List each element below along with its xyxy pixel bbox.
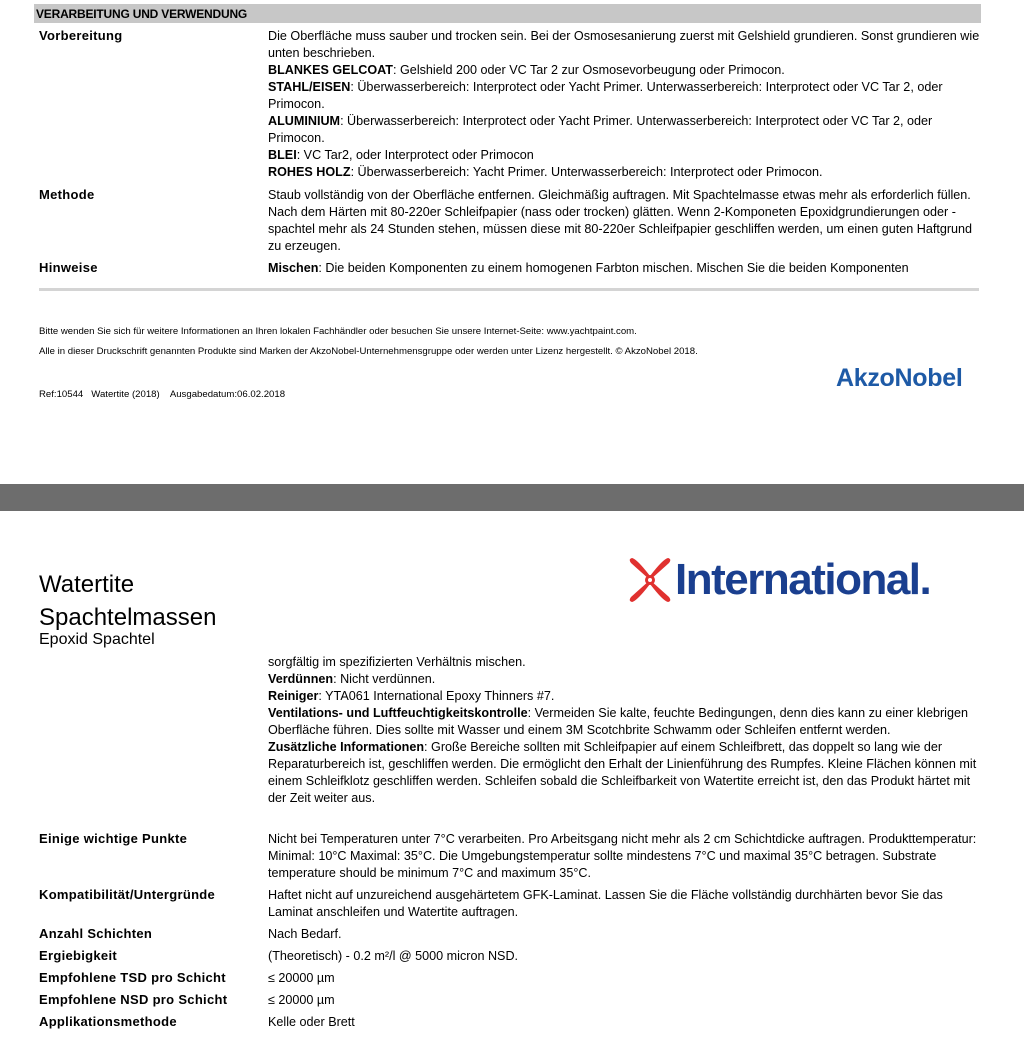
text-methode: Staub vollständig von der Oberfläche entfernen. Gleichmäßig auftragen. Mit Spachtelmasse etwas mehr als erforderlich füllen. Nach dem Härten mit 80-220er Schleifpapier (nass oder trocken) glätten. Wenn 2-Komponeten Epoxidgrundierungen oder -spachtel mehr als 24 Stunden stehen, müssen diese mit 80-220er Schleifpapier geschliffen werden, um einen guten Haftgrund zu erzeugen. <box>268 188 973 253</box>
text-applikationsmethode: Kelle oder Brett <box>268 1015 355 1029</box>
label-vorbereitung: Vorbereitung <box>39 28 123 43</box>
label-hinweise: Hinweise <box>39 260 98 275</box>
text-hinweise: Mischen: Die beiden Komponenten zu einem homogenen Farbton mischen. Mischen Sie die beiden Komponenten <box>268 261 909 275</box>
vorbereitung-aluminium: ALUMINIUM: Überwasserbereich: Interprotect oder Yacht Primer. Unterwasserbereich: Interprotect oder VC Tar 2, oder Primocon. <box>268 114 933 145</box>
vorbereitung-intro: Die Oberfläche muss sauber und trocken sein. Bei der Osmosesanierung zuerst mit Gelshield grundieren. Sonst grundieren wie unten beschrieben. <box>268 29 980 60</box>
label-ergiebigkeit: Ergiebigkeit <box>39 948 118 963</box>
international-logo <box>627 555 930 605</box>
product-title: Watertite <box>39 571 135 598</box>
text-vorbereitung <box>268 28 980 181</box>
label-nsd: Empfohlene NSD pro Schicht <box>39 992 228 1007</box>
text-schichten: Nach Bedarf. <box>268 927 342 941</box>
footer-trademark: Alle in dieser Druckschrift genannten Produkte sind Marken der AkzoNobel-Unternehmensgruppe oder werden unter Lizenz hergestellt. © AkzoNobel 2018. <box>39 346 698 357</box>
text-hinweise-continued: sorgfältig im spezifizierten Verhältnis mischen. Verdünnen: Nicht verdünnen. Reiniger: YTA061 International Epoxy Thinners #7. Ventilations- und Luftfeuchtigkeitskontrolle: Vermeiden Sie kalte, feuchte Bedingungen, denn dies kann zu einer klebrigen Oberfläche führen. Dies sollte mit Wasser und einem 3M Scotchbrite Schwamm oder Schleifen entfernt werden. Zusätzliche Informationen: Große Bereiche sollten mit Schleifpapier auf einem Schleifbrett, das doppelt so lang wie der Reparaturbereich ist, geschliffen werden. Die ermöglicht den Erhalt der Linienführung des Rumpfes. Kleine Flächen können mit einem Schleifklotz geschliffen werden. Schleifen sobald die Schleifbarkeit von Watertite erreicht ist, den das Produkt härtet mit der Zeit weiter aus. <box>268 655 977 805</box>
footer-ref: Ref:10544 Watertite (2018) Ausgabedatum:06.02.2018 <box>39 389 286 400</box>
section-title: VERARBEITUNG UND VERWENDUNG <box>36 7 248 21</box>
vorbereitung-holz: ROHES HOLZ: Überwasserbereich: Yacht Primer. Unterwasserbereich: Interprotect oder Primocon. <box>268 165 823 179</box>
logo-wordmark: International. <box>675 555 931 604</box>
propeller-icon <box>627 557 673 603</box>
text-punkte: Nicht bei Temperaturen unter 7°C verarbeiten. Pro Arbeitsgang nicht mehr als 2 cm Schichtdicke auftragen. Produkttemperatur: Minimal: 10°C Maximal: 35°C. Die Umgebungstemperatur sollte mindestens 7°C und maximal 35°C betragen. Substrate temperature should be minimum 7°C and maximum 35°C. <box>268 832 977 880</box>
page-separator <box>0 484 1024 511</box>
page-2 <box>0 511 1024 1051</box>
section-header <box>34 4 981 23</box>
footer-info: Bitte wenden Sie sich für weitere Informationen an Ihren lokalen Fachhändler oder besuchen Sie unsere Internet-Seite: www.yachtpaint.com. <box>39 326 637 337</box>
label-methode: Methode <box>39 187 95 202</box>
product-subtitle: Epoxid Spachtel <box>39 631 155 648</box>
divider <box>39 288 979 291</box>
label-kompatibilitaet: Kompatibilität/Untergründe <box>39 887 216 902</box>
label-punkte: Einige wichtige Punkte <box>39 831 188 846</box>
text-nsd: ≤ 20000 µm <box>268 993 335 1007</box>
akzonobel-logo: AkzoNobel <box>836 364 963 392</box>
product-category: Spachtelmassen <box>39 604 217 631</box>
vorbereitung-gelcoat: BLANKES GELCOAT: Gelshield 200 oder VC Tar 2 zur Osmosevorbeugung oder Primocon. <box>268 63 785 77</box>
text-tsd: ≤ 20000 µm <box>268 971 335 985</box>
label-schichten: Anzahl Schichten <box>39 926 153 941</box>
text-kompatibilitaet: Haftet nicht auf unzureichend ausgehärtetem GFK-Laminat. Lassen Sie die Fläche vollständig durchhärten bevor Sie das Laminat anschleifen und Watertite auftragen. <box>268 888 943 919</box>
vorbereitung-stahl: STAHL/EISEN: Überwasserbereich: Interprotect oder Yacht Primer. Unterwasserbereich: Interprotect oder VC Tar 2, oder Primocon. <box>268 80 943 111</box>
text-ergiebigkeit: (Theoretisch) - 0.2 m²/l @ 5000 micron NSD. <box>268 949 519 963</box>
vorbereitung-blei: BLEI: VC Tar2, oder Interprotect oder Primocon <box>268 148 534 162</box>
page-1 <box>0 0 1024 484</box>
label-applikationsmethode: Applikationsmethode <box>39 1014 177 1029</box>
label-tsd: Empfohlene TSD pro Schicht <box>39 970 226 985</box>
